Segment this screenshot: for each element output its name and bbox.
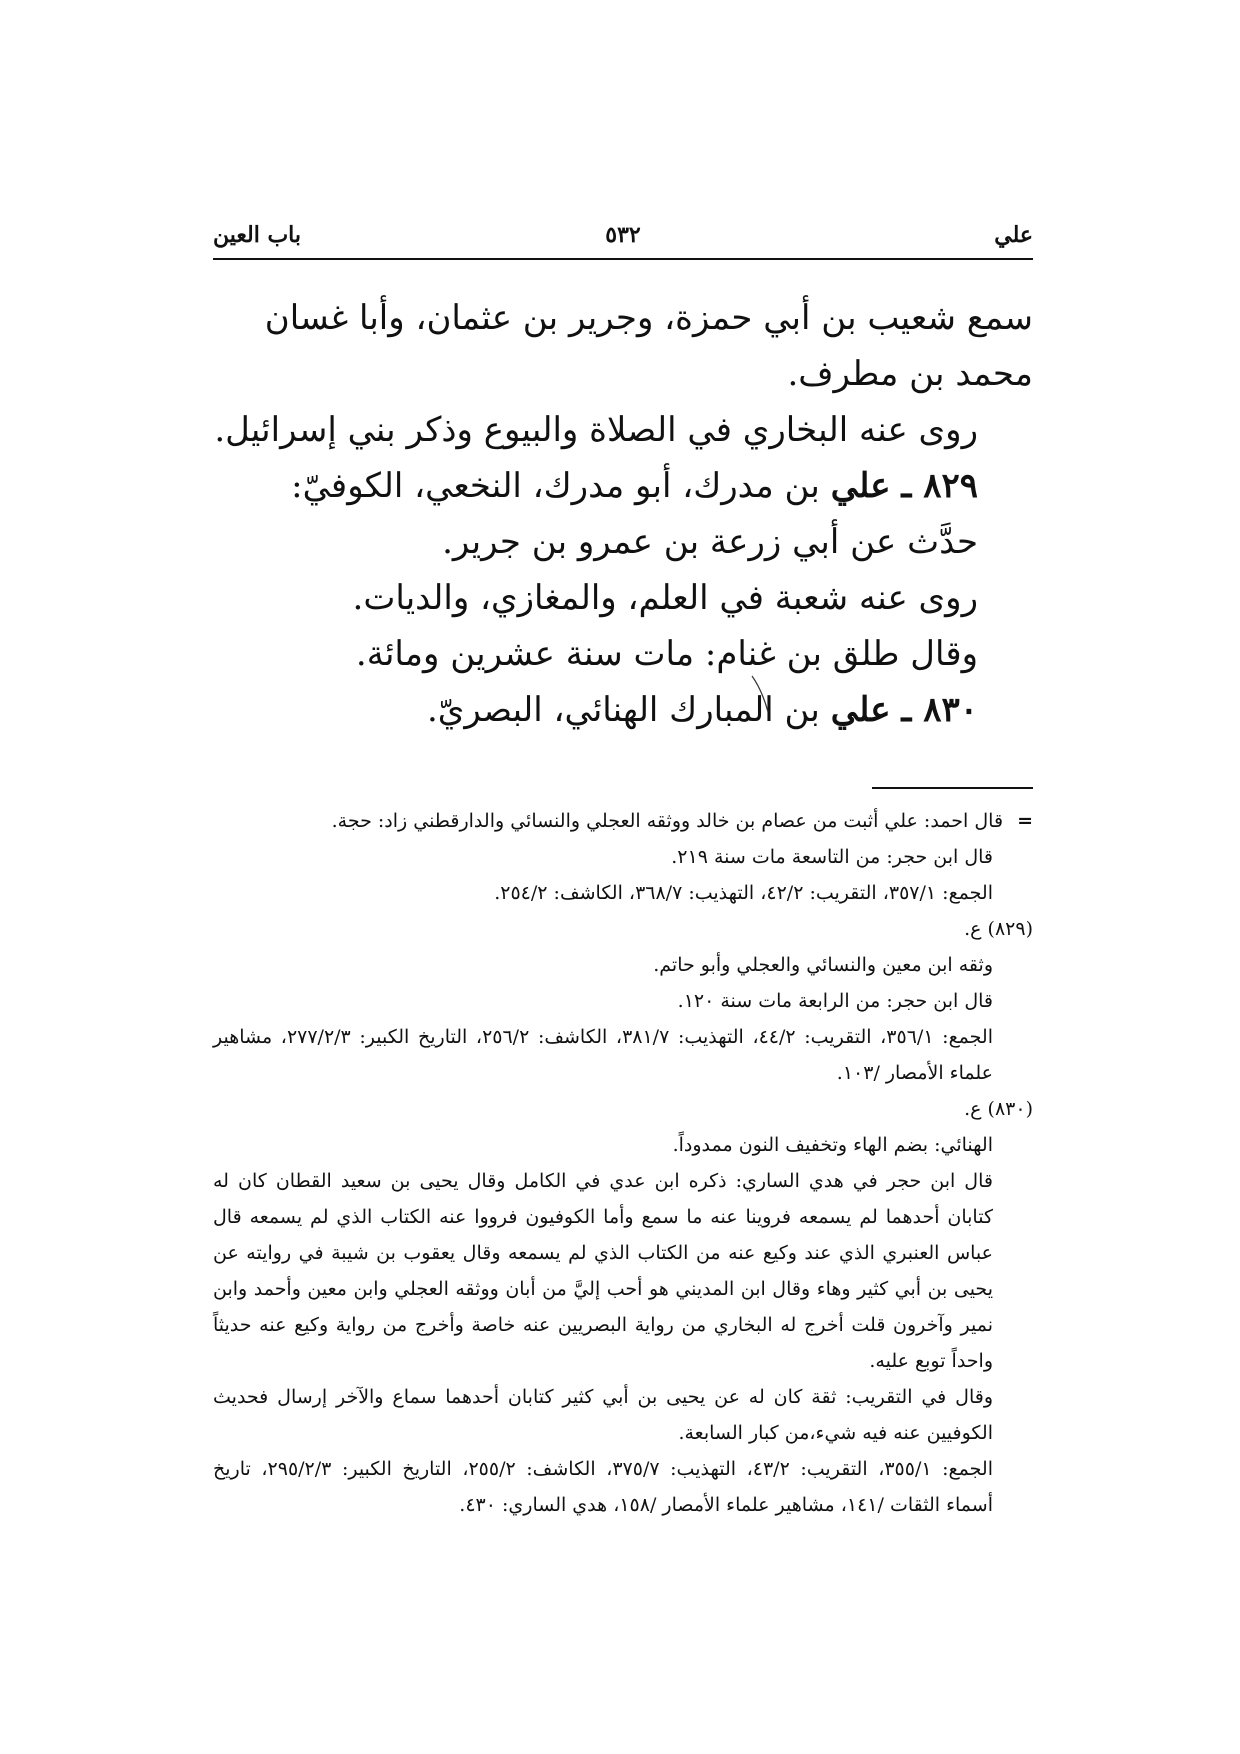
- footnote-830-paragraph-1: قال ابن حجر في هدي الساري: ذكره ابن عدي في الكامل وقال يحيى بن سعيد القطان كان له كتابان أحدهما لم يسمعه فروينا عنه ما سمع وأما الكوفيون فرووا عنه الكتاب الذي لم يسمعه قال عباس العنبري الذي عند وكيع عنه من الكتاب الذي لم يسمعه وقال يعقوب بن شيبة في روايته عن يحيى بن أبي كثير وهاء وقال ابن المديني هو أحب إليَّ من أبان ووثقه العجلي وابن معين وأحمد وابن نمير وآخرون قلت أخرج له البخاري من رواية البصريين عنه خاصة وأخرج من رواية وكيع عنه حديثاً واحداً توبع عليه.: [213, 1170, 993, 1372]
- footnote-continuation-line-1: [213, 803, 1033, 839]
- narration-828: روى عنه البخاري في الصلاة والبيوع وذكر بني إسرائيل.: [214, 410, 978, 450]
- header-chapter-title: باب العين: [213, 222, 302, 248]
- footnote-829-marker: (٨٢٩) ع.: [964, 918, 1033, 940]
- entry-829-line-1: حدَّث عن أبي زرعة بن عمرو بن جرير.: [442, 522, 978, 562]
- header-entry-name: علي: [994, 222, 1033, 248]
- continuation-marker: =: [1017, 810, 1033, 832]
- entry-829-name: علي: [830, 466, 891, 506]
- footnote-829-line-1: وثقه ابن معين والنسائي والعجلي وأبو حاتم.: [653, 954, 993, 976]
- footnote-830-paragraph-2: وقال في التقريب: ثقة كان له عن يحيى بن أبي كثير كتابان أحدهما سماع والآخر إرسال فحديث الكوفيين عنه فيه شيء،من كبار السابعة.: [213, 1386, 993, 1444]
- footnote-separator: [872, 787, 1033, 789]
- footnote-830-line-1: الهنائي: بضم الهاء وتخفيف النون ممدوداً.: [672, 1134, 993, 1156]
- footnotes: [213, 803, 1033, 1523]
- page-number: ٥٣٢: [605, 222, 641, 248]
- entry-829-line-2: روى عنه شعبة في العلم، والمغازي، والديات.: [352, 578, 978, 618]
- entry-830-name: علي: [830, 690, 891, 730]
- footnote-829-line-2: قال ابن حجر: من الرابعة مات سنة ١٢٠.: [677, 990, 993, 1012]
- footnote-829-line-3: الجمع: ٣٥٦/١، التقريب: ٤٤/٢، التهذيب: ٣٨١/٧، الكاشف: ٢٥٦/٢، التاريخ الكبير: ٢٧٧/٢/٣، مشاهير علماء الأمصار /١٠٣.: [213, 1026, 994, 1084]
- entry-830-rest: بن المبارك الهنائي، البصريّ.: [426, 690, 820, 730]
- footnote-830-marker: (٨٣٠) ع.: [964, 1098, 1033, 1120]
- entry-830-number: ٨٣٠ ـ: [901, 690, 978, 730]
- entry-829-number: ٨٢٩ ـ: [901, 466, 978, 506]
- continuation-line-1: سمع شعيب بن أبي حمزة، وجرير بن عثمان، وأبا غسان محمد بن: [264, 298, 1033, 394]
- footnote-continuation-text-1: قال احمد: علي أثبت من عصام بن خالد ووثقه العجلي والنسائي والدارقطني زاد: حجة.: [331, 810, 1004, 832]
- continuation-line-2: مطرف.: [787, 354, 899, 394]
- footnote-continuation-line-2: قال ابن حجر: من التاسعة مات سنة ٢١٩.: [671, 846, 993, 868]
- footnote-continuation-line-3: الجمع: ٣٥٧/١، التقريب: ٤٢/٢، التهذيب: ٣٦٨/٧، الكاشف: ٢٥٤/٢.: [494, 882, 993, 904]
- entry-829-line-3: وقال طلق بن غنام: مات سنة عشرين ومائة.: [355, 634, 978, 674]
- footnote-830-paragraph-3: الجمع: ٣٥٥/١، التقريب: ٤٣/٢، التهذيب: ٣٧٥/٧، الكاشف: ٢٥٥/٢، التاريخ الكبير: ٢٩٥/٢/٣، تاريخ أسماء الثقات /١٤١، مشاهير علماء الأمصار /١٥٨، هدي الساري: ٤٣٠.: [213, 1458, 993, 1516]
- entry-829-rest: بن مدرك، أبو مدرك، النخعي، الكوفيّ:: [291, 466, 820, 506]
